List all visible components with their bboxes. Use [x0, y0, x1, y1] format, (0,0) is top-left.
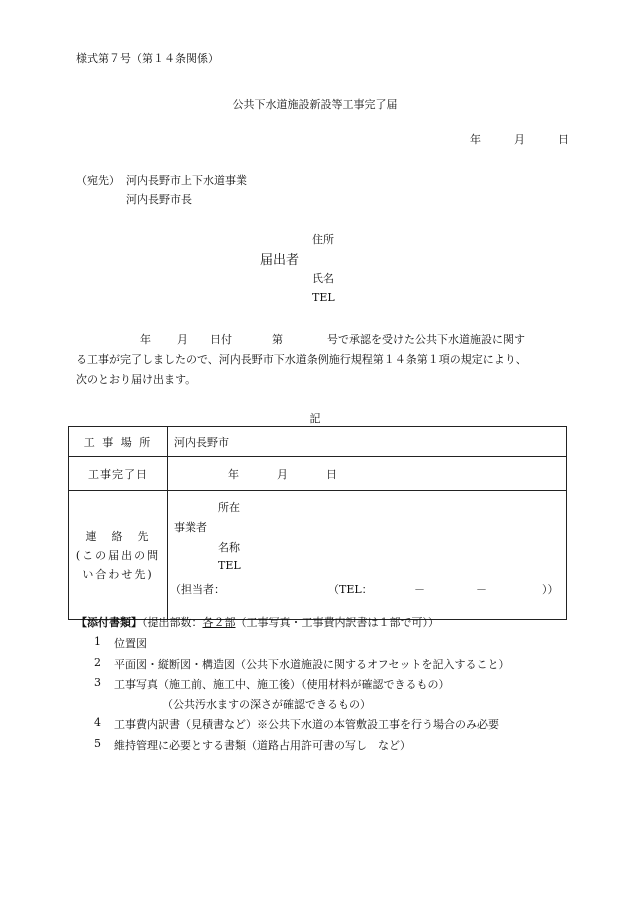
applicant-label: 届出者: [260, 253, 300, 268]
applicant-name-label: 氏名: [312, 272, 334, 285]
contact-label: [69, 491, 168, 620]
contact-label-line-2: (この届出の問: [75, 548, 161, 562]
site-value: 河内長野市: [168, 427, 567, 457]
notice-body: [76, 330, 562, 390]
contact-label-line-3: い合わせ先): [82, 567, 154, 581]
approval-sentence: 号で承認を受けた公共下水道施設に関す: [327, 333, 525, 346]
contact-cell: [168, 491, 567, 620]
attachments-count-suffix: （工事写真・工事費内訳書は１部で可））: [235, 616, 439, 629]
applicant-tel-label: TEL: [312, 291, 335, 304]
attachments-heading: [76, 614, 439, 630]
date-month: 月: [514, 133, 525, 146]
attachment-text-5: 維持管理に必要とする書類（道路占用許可書の写し など）: [114, 739, 411, 752]
company-label: 事業者: [174, 521, 207, 534]
form-number: 様式第７号（第１４条関係）: [76, 52, 219, 65]
completion-label: 工事完了日: [69, 457, 168, 491]
notice-line-3: 次のとおり届け出ます。: [76, 373, 197, 386]
addressee-line-1: 河内長野市上下水道事業: [126, 174, 247, 187]
submission-date: [470, 131, 569, 147]
notice-line-2: る工事が完了しましたので、河内長野市下水道条例施行規程第１４条第１項の規定により、: [76, 353, 527, 366]
person-tel-label: （TEL：: [328, 583, 373, 596]
addressee-line-2: 河内長野市長: [126, 193, 192, 206]
tel-close: ））: [542, 583, 559, 596]
approval-day: 日付: [210, 333, 232, 346]
attachment-number-2: 2: [94, 656, 101, 669]
attachment-text-1: 位置図: [114, 637, 147, 650]
date-day: 日: [558, 133, 569, 146]
completion-table: [68, 426, 567, 620]
approval-month: 月: [177, 333, 188, 346]
addressee-label: （宛先）: [76, 174, 120, 187]
attachment-text-2: 平面図・縦断図・構造図（公共下水道施設に関するオフセットを記入すること）: [114, 658, 510, 671]
attachment-number-4: 4: [94, 716, 101, 729]
site-label: 工 事 場 所: [69, 427, 168, 457]
attachment-number-3: 3: [94, 676, 101, 689]
attachments-count-prefix: （提出部数：: [142, 616, 203, 629]
notice-line-1: [76, 330, 562, 350]
completion-date-cell: [168, 457, 567, 491]
document-title: 公共下水道施設新設等工事完了届: [232, 98, 398, 111]
person-in-charge-label: （担当者：: [170, 583, 225, 596]
applicant-address-label: 住所: [312, 233, 334, 246]
completion-month: 月: [277, 467, 288, 481]
approval-number-prefix: 第: [272, 333, 283, 346]
tel-dash-1: －: [414, 583, 425, 596]
attachment-text-3-note: （公共汚水ますの深さが確認できるもの）: [162, 698, 371, 711]
site-row: [69, 427, 567, 457]
attachments-count: 各２部: [202, 616, 236, 629]
attachments-title: 【添付書類】: [76, 616, 142, 629]
company-tel-label: TEL: [218, 559, 241, 572]
contact-row: [69, 491, 567, 620]
completion-row: [69, 457, 567, 491]
company-address-label: 所在: [218, 501, 240, 514]
attachment-number-1: 1: [94, 635, 101, 648]
tel-dash-2: －: [476, 583, 487, 596]
ki-heading: 記: [309, 412, 321, 425]
attachment-text-4: 工事費内訳書（見積書など）※公共下水道の本管敷設工事を行う場合のみ必要: [114, 718, 499, 731]
approval-year: 年: [140, 333, 151, 346]
completion-day: 日: [326, 467, 337, 481]
attachment-number-5: 5: [94, 737, 101, 750]
completion-year: 年: [228, 467, 239, 481]
contact-label-line-1: 連 絡 先: [85, 529, 151, 543]
date-year: 年: [470, 133, 481, 146]
attachment-text-3: 工事写真（施工前、施工中、施工後）（使用材料が確認できるもの）: [114, 678, 450, 691]
company-name-label: 名称: [218, 541, 240, 554]
